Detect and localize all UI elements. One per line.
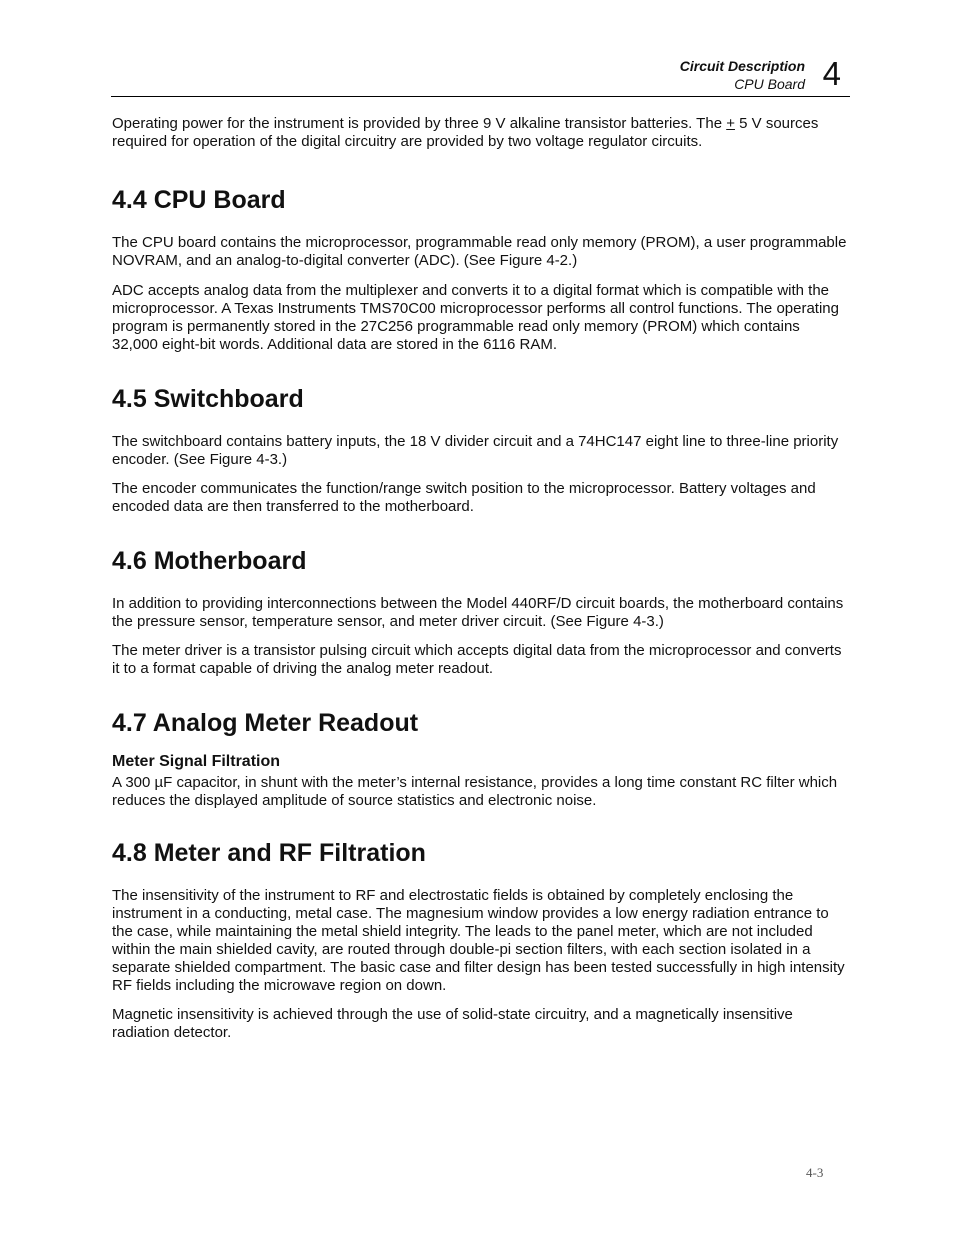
chapter-title: Circuit Description [679, 58, 805, 74]
motherboard-paragraph-2: The meter driver is a transistor pulsing circuit which accepts digital data from the microprocessor and converts it to a format capable of driving the analog meter readout. [112, 642, 842, 677]
running-header [680, 57, 805, 93]
intro-text-before: Operating power for the instrument is provided by three 9 V alkaline transistor batteries. The [112, 115, 727, 132]
chapter-number: 4 [822, 55, 841, 92]
rf-paragraph-1: The insensitivity of the instrument to RF and electrostatic fields is obtained by completely enclosing the instrument in a conducting, metal case. The magnesium window provides a low energy radiation entrance to the case, while maintaining the metal shield integrity. The leads to the panel meter, which are not included within the main shielded cavity, are routed through double-pi section filters, with each section isolated in a separate shielded compartment. The basic case and filter design has been tested successfully in high intensity RF fields including the microwave region on down. [112, 887, 845, 994]
intro-paragraph [112, 115, 847, 151]
page-header [600, 56, 850, 96]
cpu-paragraph-2: ADC accepts analog data from the multiplexer and converts it to a digital format which is compatible with the microprocessor. A Texas Instruments TMS70C00 microprocessor performs all control functions. The operating program is permanently stored in the 27C256 programmable read only memory (PROM) which contains 32,000 eight-bit words. Additional data are stored in the 6116 RAM. [112, 282, 839, 353]
page-number: 4-3 [806, 1165, 824, 1180]
section-heading-meter-rf-filtration: 4.8 Meter and RF Filtration [112, 839, 426, 867]
page-body [112, 115, 847, 1042]
subheading-meter-signal-filtration: Meter Signal Filtration [112, 753, 281, 770]
rf-paragraph-2: Magnetic insensitivity is achieved through the use of solid-state circuitry, and a magnetically insensitive radiation detector. [112, 1006, 793, 1041]
section-heading-switchboard: 4.5 Switchboard [112, 385, 304, 413]
intro-text-after: 5 V sources required for operation of the digital circuitry are provided by two voltage regulator circuits. [112, 115, 819, 150]
section-heading-cpu-board: 4.4 CPU Board [112, 186, 286, 214]
section-heading-analog-meter-readout: 4.7 Analog Meter Readout [112, 709, 419, 737]
section-heading-motherboard: 4.6 Motherboard [112, 547, 307, 575]
switchboard-paragraph-2: The encoder communicates the function/range switch position to the microprocessor. Battery voltages and encoded data are then transferred to the motherboard. [112, 480, 816, 515]
analog-meter-paragraph-1: A 300 µF capacitor, in shunt with the meter’s internal resistance, provides a long time constant RC filter which reduces the displayed amplitude of source statistics and electronic noise. [112, 774, 838, 809]
plus-minus-sign: + [726, 115, 735, 132]
motherboard-paragraph-1: In addition to providing interconnections between the Model 440RF/D circuit boards, the motherboard contains the pressure sensor, temperature sensor, and meter driver circuit. (See Figure 4-3.) [112, 595, 844, 630]
switchboard-paragraph-1: The switchboard contains battery inputs, the 18 V divider circuit and a 74HC147 eight line to three-line priority encoder. (See Figure 4-3.) [112, 433, 839, 468]
cpu-paragraph-1: The CPU board contains the microprocessor, programmable read only memory (PROM), a user programmable NOVRAM, and an analog-to-digital converter (ADC). (See Figure 4-2.) [112, 234, 847, 269]
header-rule [111, 96, 850, 97]
section-title: CPU Board [734, 76, 805, 92]
